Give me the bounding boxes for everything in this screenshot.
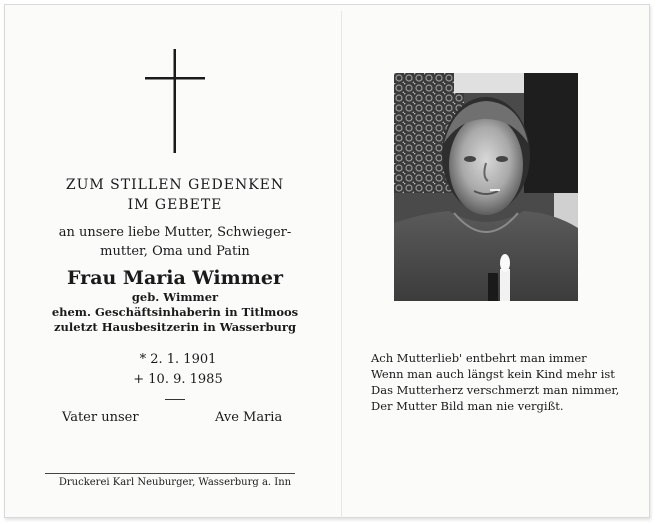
prayer-vater-unser: Vater unser (62, 410, 139, 425)
poem (371, 350, 641, 414)
life-dates (15, 350, 335, 390)
prayer-ave-maria: Ave Maria (215, 410, 283, 425)
heading-line-1: ZUM STILLEN GEDENKEN (65, 177, 285, 193)
poem-line-3: Das Mutterherz verschmerzt man nimmer, (371, 383, 620, 397)
portrait-image (394, 73, 578, 301)
intro-line-2: mutter, Oma und Patin (100, 244, 250, 259)
born-name: geb. Wimmer (131, 290, 219, 304)
footer-divider (45, 473, 295, 474)
deceased-details (15, 290, 335, 335)
card-fold-line (341, 11, 342, 519)
birth-date: * 2. 1. 1901 (139, 352, 217, 367)
poem-line-2: Wenn man auch längst kein Kind mehr ist (371, 367, 615, 381)
printer-credit: Druckerei Karl Neuburger, Wasserburg a. Inn (58, 477, 292, 488)
intro-text (15, 223, 335, 261)
heading-line-2: IM GEBETE (127, 197, 223, 213)
intro-line-1: an unsere liebe Mutter, Schwieger- (58, 225, 292, 240)
detail-line-1: ehem. Geschäftsinhaberin in Titlmoos (51, 305, 299, 319)
deceased-name: Frau Maria Wimmer (67, 267, 283, 289)
cross-icon (145, 49, 205, 153)
poem-line-1: Ach Mutterlieb' entbehrt man immer (371, 351, 587, 365)
poem-line-4: Der Mutter Bild man nie vergißt. (371, 399, 564, 413)
portrait-photo (394, 73, 578, 301)
left-panel (15, 5, 335, 517)
memorial-card (4, 4, 650, 518)
death-date: + 10. 9. 1985 (133, 372, 223, 387)
memorial-heading (15, 175, 335, 215)
detail-line-2: zuletzt Hausbesitzerin in Wasserburg (54, 320, 296, 334)
divider (165, 399, 185, 400)
